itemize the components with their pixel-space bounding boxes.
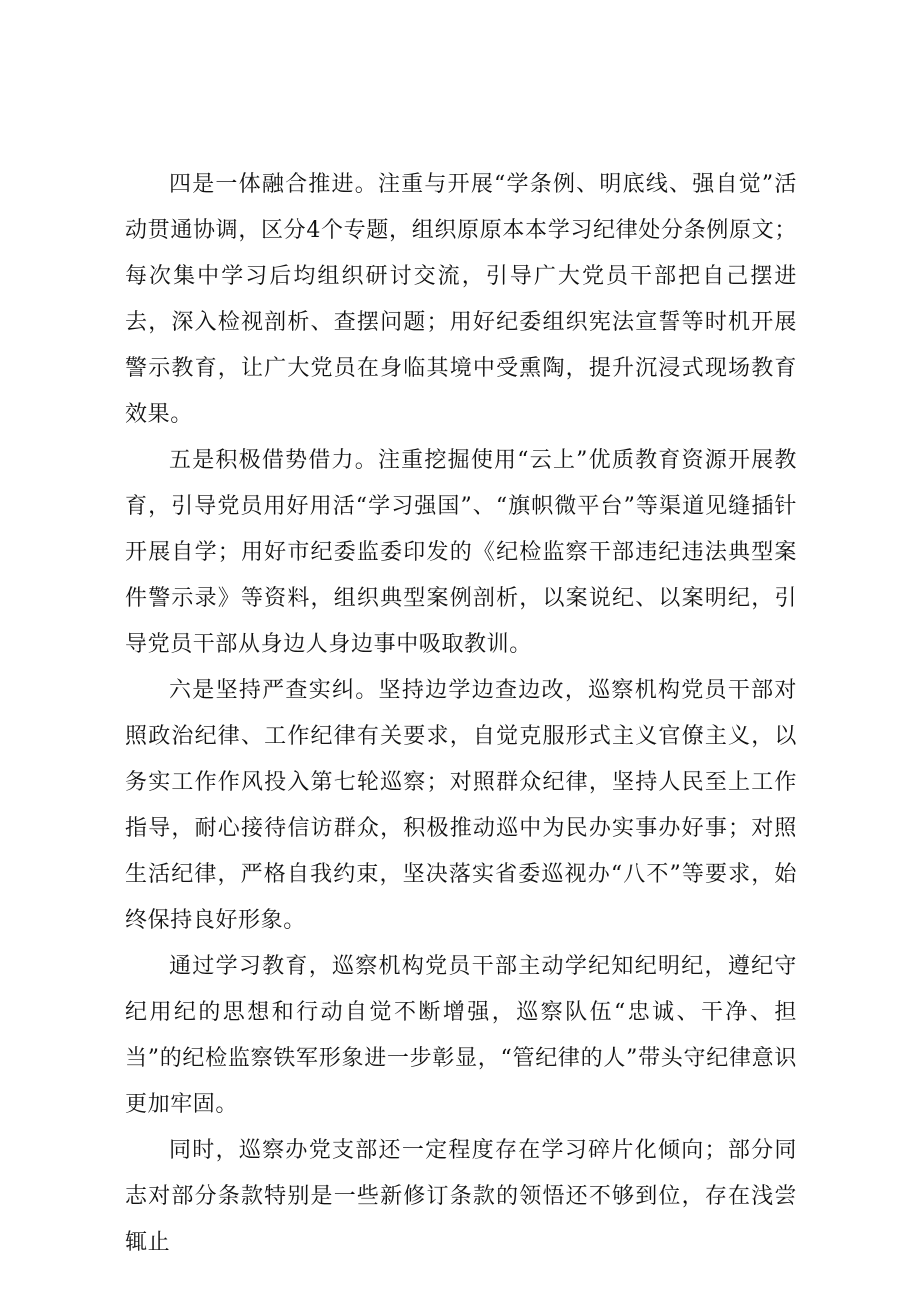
paragraph-point-six: 六是坚持严查实纠。坚持边学边查边改，巡察机构党员干部对照政治纪律、工作纪律有关要求，自觉克服形式主义官僚主义，以务实工作作风投入第七轮巡察；对照群众纪律，坚持人民至上工作指导，耐心接待信访群众，积极推动巡中为民办实事办好事；对照生活纪律，严格自我约束，坚决落实省委巡视办“八不”等要求，始终保持良好形象。 — [125, 678, 797, 933]
document-body — [125, 162, 797, 1266]
paragraph-point-five: 五是积极借势借力。注重挖掘使用“云上”优质教育资源开展教育，引导党员用好用活“学习强国”、“旗帜微平台”等渠道见缝插针开展自学；用好市纪委监委印发的《纪检监察干部违纪违法典型案件警示录》等资料，组织典型案例剖析，以案说纪、以案明纪，引导党员干部从身边人身边事中吸取教训。 — [125, 448, 797, 657]
paragraph-results: 通过学习教育，巡察机构党员干部主动学纪知纪明纪，遵纪守纪用纪的思想和行动自觉不断增强，巡察队伍“忠诚、干净、担当”的纪检监察铁军形象进一步彰显，“管纪律的人”带头守纪律意识更加牢固。 — [125, 954, 797, 1117]
paragraph-shortcomings: 同时，巡察办党支部还一定程度存在学习碎片化倾向；部分同志对部分条款特别是一些新修订条款的领悟还不够到位，存在浅尝辄止 — [125, 1138, 797, 1255]
paragraph-point-four: 四是一体融合推进。注重与开展“学条例、明底线、强自觉”活动贯通协调，区分4个专题，组织原原本本学习纪律处分条例原文；每次集中学习后均组织研讨交流，引导广大党员干部把自己摆进去，深入检视剖析、查摆问题；用好纪委组织宪法宣誓等时机开展警示教育，让广大党员在身临其境中受熏陶，提升沉浸式现场教育效果。 — [125, 172, 797, 427]
